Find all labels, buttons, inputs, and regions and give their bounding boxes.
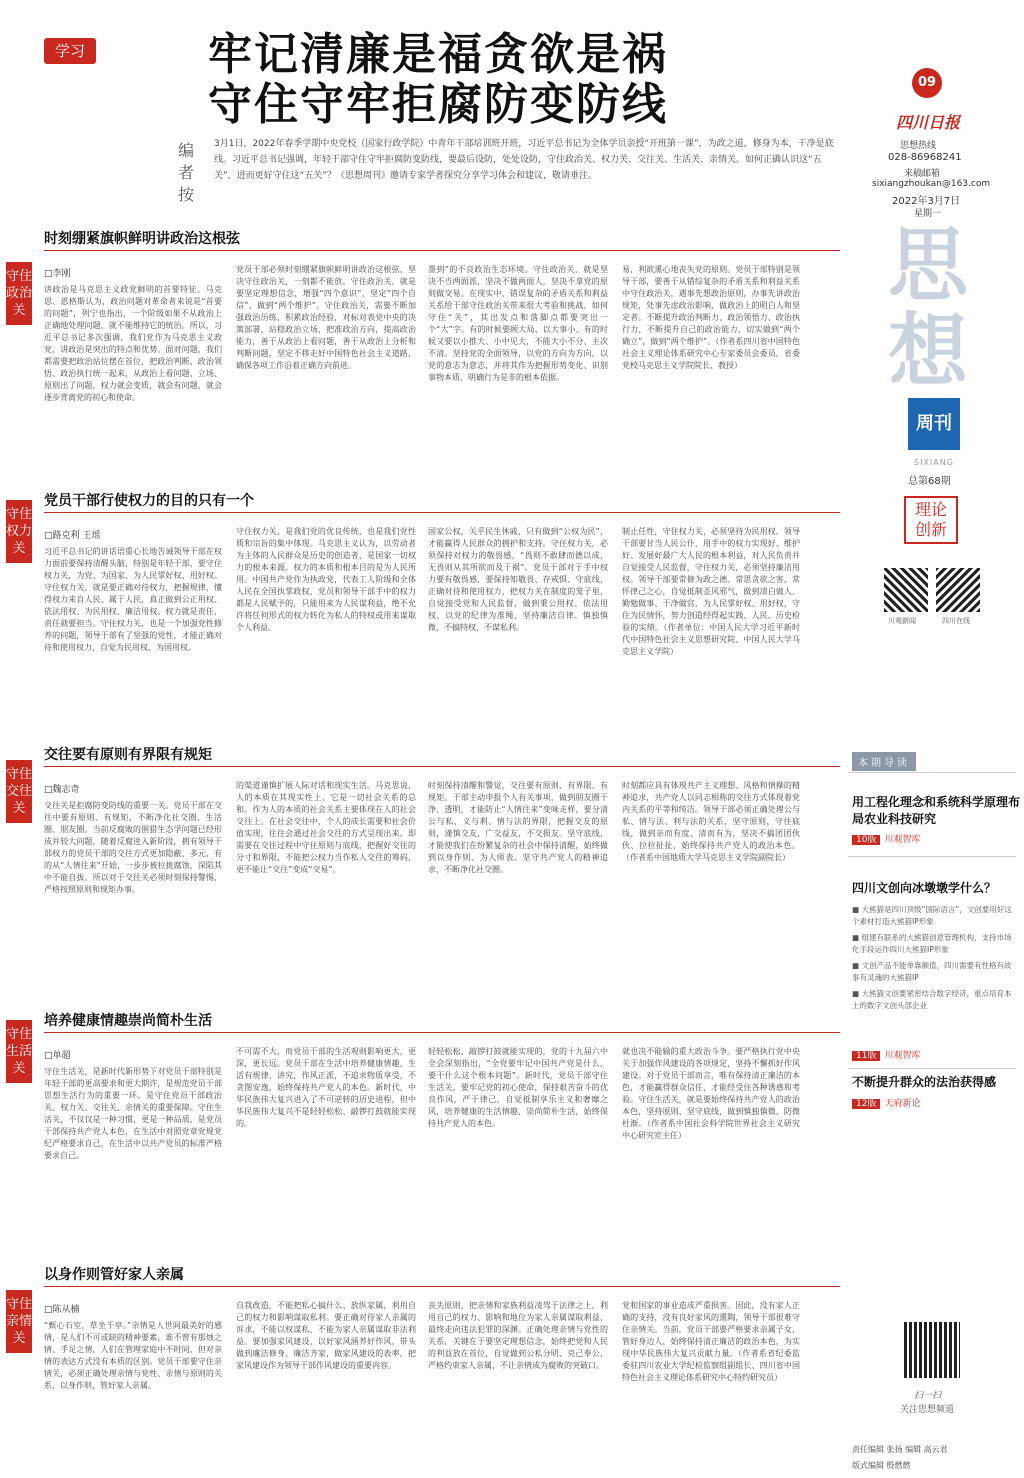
nav-item-1-column: 川观智库	[884, 835, 921, 845]
qr-label-2: 四川在线	[942, 617, 970, 625]
nav-item-2-page: 11版	[852, 1051, 880, 1061]
article-family-col-1: “甄心石室，草坐千亭。”亲情是人世间最美好的感情，是人们不可或缺的精神要素，谁不曾有那烛之情、手足之情，人们在管理家庭中不时间，但对亲情的表达方式没有本质的区别。党员干部要守住亲情关，必须正确处理亲情与党性、亲情与原则的关系，以身作则，管好家人亲属。	[44, 1321, 222, 1390]
weekly-title-big-char: 思想	[888, 218, 968, 398]
side-tag-social: 守住交往关	[6, 760, 32, 823]
column-logo-line-1: 理论	[914, 500, 947, 519]
article-social-col-1: 交往关是拒腐防变防线的重要一关。党员干部在交往中要有原则、有规矩，不断净化社交圈、生活圈、朋友圈。当前反腐败的围猎生态学问题已经形成并较大问题，随着反腐进入新阶段，拥有领导干部权力的党员干部的交往方式更加隐蔽、多元，有的从“人情往来”开始，一步步被拉拢腐蚀，深陷其中不能自拔。所以对于交往关必须时刻保持警惕，严格按照原则和规矩办事。	[44, 801, 222, 894]
nav-item-1-title[interactable]: 用工程化理念和系统科学原理布局农业科技研究	[852, 795, 1021, 826]
nav-item-3-page: 12版	[852, 1099, 880, 1109]
author-power: □路克利 王瑶	[44, 531, 101, 541]
editor-note-label: 编者按	[178, 141, 195, 204]
section-title-social: 交往要有原则有界限有规矩	[44, 747, 212, 763]
headline-line-2: 守住守牢拒腐防变防线	[208, 79, 668, 130]
article-social-col-2: 的渠道谨慎扩展人际对话和现实生活。马克思说，人的本质在其现实性上，它是一切社会关系的总和。作为人的本质的社会关系主要体现在人的社会交往上。在社会交往中，个人的成长需要和社会价值实现，往往会通过社会交往的方式呈现出来。即需要在交往过程中守住原则与底线，把握好交往的分寸和界限，不能把公权力当作私人交往的筹码，更不能让“交往”变成“交易”。	[236, 781, 416, 874]
paper-name: 四川日报	[896, 113, 961, 132]
article-politics-col-1: 讲政治是马克思主义政党鲜明的首要特征。马克思、恩格斯认为，政治问题对革命者来说是“首要的问题”，列宁也指出，一个阶级如果不从政治上正确地处理问题，就不能维持它的统治。所以，习近平总书记多次强调，我们党作为马克思主义政党，讲政治是突出的特点和优势。面对问题，我们都需要把政治站位摆在首位，把政治判断、政治领悟、政治执行统一起来，从政治上看问题，立场、原则出了问题，权力就会变质，就会有问题，就会逐步背离党的初心和使命。	[44, 285, 222, 402]
section-rule	[44, 250, 840, 251]
article-social-col-4: 时刻都应具有体现共产主义理想、风格和情操的精神追求，共产党人以同志相称的交往方式体现着党内关系的平等和纯洁。领导干部必须正确处理公与私、情与法、利与法的关系，坚守原则，守住底线，做到亲而有度、清而有为，坚决不搞团团伙伙、拉拉扯扯，始终保持共产党人的政治本色。（作者系中国地质大学马克思主义学院副院长）	[622, 781, 800, 862]
editor-note: 3月1日，2022年春季学期中央党校（国家行政学院）中青年干部培训班开班，习近平总书记为全体学员亲授“开班第一课”，为政之道，修身为本，干净是底线。习近平总书记强调，年轻干部守住守牢拒腐防变防线，要最后设防，处处设防，守住政治关、权力关、交往关、生活关、亲情关。如何正确认识这“五关”，进而更好守住这“五关”？《思想周刊》邀请专家学者探究分享学习体会和建议，敬请垂注。	[214, 139, 834, 181]
side-tag-power: 守住权力关	[6, 500, 32, 563]
nav-item-1-page: 10版	[852, 835, 880, 845]
section-rule	[44, 766, 840, 767]
section-rule	[44, 1286, 840, 1287]
author-life: □单超	[44, 1051, 71, 1061]
nav-item-2-title[interactable]: 四川文创向冰墩墩学什么？	[852, 881, 997, 895]
nav-label: 本期导读	[852, 752, 916, 771]
nav-item-2-column: 川观智库	[884, 1051, 921, 1061]
section-title-power: 党员干部行使权力的目的只有一个	[44, 493, 254, 509]
weekly-pinyin: SIXIANG	[914, 458, 954, 467]
article-power-col-4: 制止任性，守住权力关，必须坚持为民用权。领导干部要甘当人民公仆，用手中的权力实现好、维护好、发展好最广大人民的根本利益，对人民负责并自觉接受人民监督，守住权力关，必须坚持廉洁用权。领导干部要常修为政之德、常思贪欲之害、常怀律己之心，自觉抵制歪风邪气，做到清白做人、勤勉做事、干净做官，为人民掌好权、用好权，守住为民情怀，努力创造经得起实践、人民、历史检验的实绩。（作者单位：中国人民大学习近平新时代中国特色社会主义思想研究院、中国人民大学马克思主义学院）	[622, 527, 800, 656]
article-family-col-3: 丧失原则，把亲情和家族利益凌驾于法律之上，利用自己的权力、影响和地位为家人亲属谋取利益，最终走向违法犯罪的深渊。正确处理亲情与党性的关系，关键在于要坚定理想信念，始终把党和人民的利益放在首位，自觉做到公私分明、克己奉公，严格约束家人亲属，不让亲情成为腐败的突破口。	[428, 1301, 608, 1370]
section-title-family: 以身作则管好家人亲属	[44, 1267, 184, 1283]
qr-caption-1: 扫一扫	[914, 1391, 942, 1401]
divider	[848, 772, 1016, 773]
article-life-col-1: 守住生活关，是新时代新形势下对党员干部特别是年轻干部的更高要求和更大期许，是规范党员干部思想生活行为的重要一环。是守住党员干部政治关、权力关、交往关、亲情关的重要保障。守住生活关，不仅仅是一种习惯，更是一种品质，是党员干部保持共产党人本色，在生活中对照党章党规党纪严格要求自己，在生活中以共产党员的标准严格要求自己。	[44, 1067, 222, 1160]
divider	[848, 1068, 1016, 1069]
issue-date: 2022年3月7日	[892, 196, 961, 207]
column-logo-line-2: 创新	[914, 520, 947, 539]
weekday: 星期一	[914, 209, 942, 219]
side-tag-life: 守住生活关	[6, 1020, 32, 1083]
qr-label-1: 川观新闻	[888, 617, 916, 625]
section-tag-study: 学习	[44, 38, 96, 64]
divider	[848, 856, 1016, 857]
nav-bullet: ■ 文创产品不能单靠颜值，四川需要有性格有故事有灵魂的大熊猫IP	[852, 961, 1012, 982]
author-family: □陈从楠	[44, 1305, 80, 1315]
hotline-number: 028-86968241	[888, 152, 962, 163]
section-rule	[44, 512, 840, 513]
article-family-col-2: 自我改造，不能把私心搞什么、放纵家属，利用自己的权力和影响谋取私利。要正确对待家人亲属的诉求，不能以权谋私，不能为家人亲属谋取非法利益。要加强家风建设，以好家风涵养好作风，带头做到廉洁修身、廉洁齐家，做家风建设的表率，把家风建设作为领导干部作风建设的重要内容。	[236, 1301, 416, 1370]
column-logo	[904, 496, 958, 544]
qr-caption-2: 关注思想频道	[900, 1405, 955, 1415]
side-tag-family: 守住亲情关	[6, 1290, 32, 1353]
layout-credits: 版式编辑 殷燃燃	[852, 1461, 911, 1470]
qr-code-thought-channel[interactable]	[904, 1322, 960, 1378]
editor-credits: 责任编辑 张扬 编辑 高云君	[852, 1445, 948, 1454]
nav-bullet: ■ 大熊猫文创要紧密结合数字经济，重点培育本土的数字文创头部企业	[852, 989, 1012, 1010]
side-tag-politics: 守住政治关	[6, 262, 32, 325]
article-power-col-1: 习近平总书记的讲话语重心长地告诫领导干部在权力面前要保持清醒头脑，特别是年轻干部，要守住权力关，为党、为国家、为人民掌好权、用好权。守住权力关，就是要正确对待权力，把握规律，懂得权力来自人民、属于人民，真正做到公正用权、依法用权、为民用权、廉洁用权。权力就是责任，责任就要担当。守住权力关，也是一个加强党性修养的问题，领导干部有了坚强的党性，才能正确对待和使用权力，自觉为民用权、为国用权。	[44, 547, 222, 652]
email-address: sixiangzhoukan@163.com	[872, 179, 991, 189]
article-politics-col-4: 易，利欲熏心地丧失党的原则。党员干部特别是领导干部，要善于从错综复杂的矛盾关系和利益关系中守住政治关，遇事先想政治原则，办事先讲政治规矩，处事先虑政治影响，做政治上的明白人和坚定者。不断提升政治判断力、政治领悟力、政治执行力，不断提升自己的政治能力，切实做到“两个确立”，做到“两个维护”。（作者系四川省中国特色社会主义理论体系研究中心专家委员会委员，省委党校马克思主义学院院长、教授）	[622, 265, 800, 370]
nav-bullet: ■ 大熊猫是四川顶级“国际语言”，文创要用好这个素材打造大熊猫IP形象	[852, 905, 1012, 926]
article-life-col-3: 轻轻松松、敲锣打鼓就能实现的，党的十九届六中全会深刻指出，“全党要牢记中国共产党是什么、要干什么这个根本问题”。新时代，党员干部守住生活关，要牢记党的初心使命，保持艰苦奋斗的优良作风，严于律己，自觉抵制享乐主义和奢靡之风，培养健康的生活情趣，崇尚简朴生活，始终保持共产党人的本色。	[428, 1047, 608, 1128]
nav-item-2-ref[interactable]	[852, 1048, 920, 1061]
nav-bullet: ■ 组建有联系的大熊猫创意管理机构，支持市场化手段运作四川大熊猫IP形象	[852, 933, 1012, 954]
article-life-col-4: 就也决不能输的重大政治斗争。要严格执行党中央关于加强作风建设的各项规定，坚持不懈抓好作风建设。对于党员干部而言，唯有保持清正廉洁的本色，才能赢得群众信任，才能经受住各种诱惑和考验。守住生活关，就是要始终保持共产党人的政治本色，坚持原则、坚守底线，做到慎独慎微、防微杜渐。（作者系中国社会科学院世界社会主义研究中心研究室主任）	[622, 1047, 800, 1140]
section-title-life: 培养健康情趣崇尚简朴生活	[44, 1013, 212, 1029]
qr-code-chuanguan[interactable]	[884, 568, 928, 612]
section-rule	[44, 1032, 840, 1033]
nav-item-3-column: 天府新论	[884, 1099, 921, 1109]
article-social-col-3: 时刻保持清醒和警觉，交往要有原则、有界限、有规矩。干部主动申报个人有关事项，做到朋友圈干净、透明，才能防止“人情往来”变味走样，要分清公与私、义与利、情与法的界限，把握交友的原则，谨慎交友，广交益友，不交损友。坚守底线，才能使我们在纷繁复杂的社会中保持清醒，始终做到以身作则、为人师表。坚守共产党人的精神追求，不断净化社交圈。	[428, 781, 608, 874]
nav-item-1-ref[interactable]	[852, 832, 920, 845]
mail-label: 来稿邮箱	[904, 169, 941, 179]
article-life-col-2: 不可需不大，而党员干部的生活观则影响更大，更深，更长远。党员干部在生活中培养健康情趣，生活有规律、讲究，作风正派，不追求物质享受，不贪图安逸，始终保持共产党人的本色。新时代，中华民族伟大复兴进入了不可逆转的历史进程，但中华民族伟大复兴不是轻轻松松、敲锣打鼓就能实现的。	[236, 1047, 416, 1128]
page-number-badge: 09	[912, 68, 942, 98]
article-power-col-3: 国家公权，关乎民生休戚，只有做到“公权为民”，才能赢得人民群众的拥护和支持。守住权力关，必须保持对权力的敬畏感，“畏则不敢肆而德以成，无畏则从其所欲而及于祸”。党员干部对于手中权力要有敬畏感，要保持知敬畏、存戒惧、守底线，正确对待和使用权力，把权力关在制度的笼子里，自觉接受党和人民监督，做到秉公用权、依法用权，以党的纪律为准绳，坚持廉洁自律、慎独慎微，不搞特权，不谋私利。	[428, 527, 608, 632]
article-family-col-4: 党和国家的事业造成严重损害。因此，没有家人正确的支持，没有良好家风的熏陶，领导干部很难守住亲情关。当前，党员干部要严格要求亲属子女，管好身边人，始终保持清正廉洁的政治本色，为实现中华民族伟大复兴贡献力量。（作者系省纪委监委驻四川农业大学纪检监察组副组长、四川省中国特色社会主义理论体系研究中心特约研究员）	[622, 1301, 800, 1382]
issue-number: 总第68期	[908, 476, 951, 487]
author-politics: □李刚	[44, 269, 71, 279]
nav-item-3-title[interactable]: 不断提升群众的法治获得感	[852, 1075, 997, 1089]
hotline-label: 思想热线	[900, 141, 937, 151]
author-social: □魏志奇	[44, 785, 80, 795]
headline-line-1: 牢记清廉是福贪欲是祸	[208, 29, 668, 80]
section-title-politics: 时刻绷紧旗帜鲜明讲政治这根弦	[44, 231, 240, 247]
nav-item-2-bullets	[852, 904, 1018, 1012]
article-politics-col-3: 墨到”的不良政治生态环境。守住政治关，就是坚决不当两面派，坚决不做两面人，坚决不拿党的原则做交易。在现实中，错误复杂的矛盾关系和利益关系给干部守住政治关带来很大考验和挑战，如何守住“关”，其出发点和落脚点都要突出一个“大”字。有的时候要顾大局、以大事小、有的时候又要以小推大、小中见大，不能大小不分、主次不清。坚持党的全面领导，以党的方向为方向，以党的意志为意志，并将其作为把握形势变化、识别事物本质、明确行为是非的根本依据。	[428, 265, 608, 382]
article-politics-col-2: 党员干部必须时刻绷紧旗帜鲜明讲政治这根弦，坚决守住政治关，一刻都不能放。守住政治关，就是要坚定理想信念，增强“四个意识”、坚定“四个自信”、做到“两个维护”。守住政治关，需要不断加强政治历练，积累政治经验，对标对表党中央的决策部署，站稳政治立场，把准政治方向，提高政治能力，善于从政治上看问题，善于从政治上分析和判断问题，坚定不移走好中国特色社会主义道路，确保各项工作沿着正确方向前进。	[236, 265, 416, 370]
qr-code-sichuan-online[interactable]	[936, 568, 980, 612]
weekly-badge: 周刊	[908, 398, 960, 450]
nav-item-3-ref[interactable]	[852, 1096, 920, 1109]
article-power-col-2: 守住权力关，是我们党的优良传统，也是我们党性质和宗旨的集中体现。马克思主义认为，以劳动者为主体的人民群众是历史的创造者，是国家一切权力的根本来源。权力的本质和根本目的是为人民所用。中国共产党作为执政党，代表工人阶级和全体人民在全国执掌政权，党员和领导干部手中的权力都是人民赋予的，只能用来为人民谋利益，绝不允许将任何形式的权力转化为私人的特权或用来谋取个人利益。	[236, 527, 416, 632]
